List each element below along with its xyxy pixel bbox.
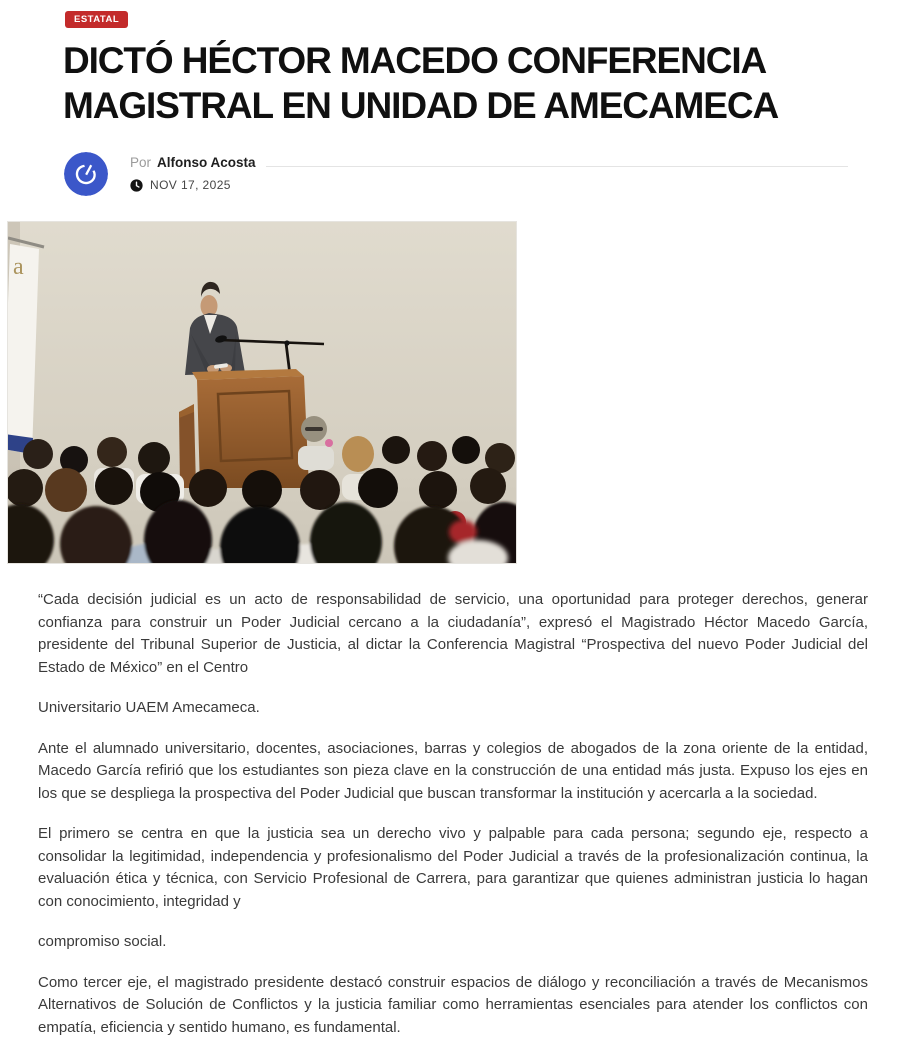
- clock-icon: [130, 179, 143, 192]
- byline-prefix: Por: [130, 155, 151, 170]
- article-title: DICTÓ HÉCTOR MACEDO CONFERENCIA MAGISTRAL EN UNIDAD DE AMECAMECA: [63, 38, 833, 128]
- conference-photo-illustration: [8, 222, 516, 563]
- paragraph: Ante el alumnado universitario, docentes, asociaciones, barras y colegios de abogados de la zona oriente de la entidad, Macedo García refirió que los estudiantes son pieza clave en la construcción de una entidad más justa. Expuso los ejes en los que se despliega la prospectiva del Poder Judicial que buscan transformar la institución y acercarla a la sociedad.: [38, 738, 868, 806]
- banner-letter: a: [13, 254, 24, 280]
- paragraph: El primero se centra en que la justicia sea un derecho vivo y palpable para cada persona; segundo eje, respecto a consolidar la legitimidad, independencia y profesionalismo del Poder Judicial a través de la profesionalización continua, la evaluación ética y técnica, con Servicio Profesional de Carrera, para garantizar que quienes administran justicia lo hagan con conocimiento, integridad y: [38, 823, 868, 913]
- publish-date: NOV 17, 2025: [150, 178, 231, 192]
- date-row: [130, 178, 848, 192]
- author-avatar[interactable]: [64, 152, 108, 196]
- byline: [64, 152, 848, 196]
- author-row: [130, 155, 848, 170]
- byline-divider: [266, 166, 848, 167]
- paragraph: Como tercer eje, el magistrado presidente destacó construir espacios de diálogo y reconciliación a través de Mecanismos Alternativos de Solución de Conflictos y la justicia familiar como herramientas esenciales para atender los conflictos con empatía, eficiencia y sentido humano, es fundamental.: [38, 972, 868, 1039]
- paragraph: compromiso social.: [38, 931, 868, 954]
- paragraph: “Cada decisión judicial es un acto de responsabilidad de servicio, una oportunidad para proteger derechos, generar confianza para construir un Poder Judicial cercano a la ciudadanía”, expresó el Magistrado Héctor Macedo García, presidente del Tribunal Superior de Justicia, al dictar la Conferencia Magistral “Prospectiva del nuevo Poder Judicial del Estado de México” en el Centro: [38, 589, 868, 679]
- gravatar-power-icon: [64, 152, 108, 196]
- article-body: [38, 589, 868, 1039]
- byline-text: [130, 152, 848, 192]
- author-name[interactable]: Alfonso Acosta: [157, 155, 256, 170]
- paragraph: Universitario UAEM Amecameca.: [38, 697, 868, 720]
- article-image: [7, 221, 517, 564]
- category-badge[interactable]: ESTATAL: [65, 11, 128, 28]
- article-header: [0, 0, 905, 196]
